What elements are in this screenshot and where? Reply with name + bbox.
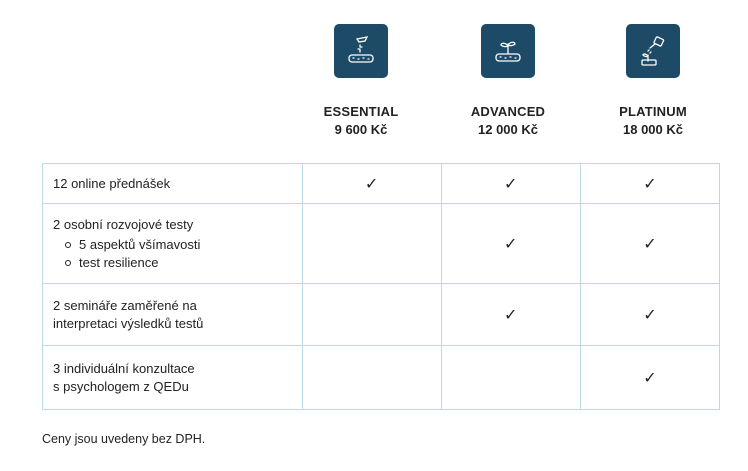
check-cell	[441, 284, 580, 346]
check-icon: ✓	[504, 306, 518, 324]
plan-platinum	[578, 20, 728, 137]
plan-essential	[286, 20, 436, 137]
plan-name: PLATINUM	[619, 104, 687, 119]
plan-name: ESSENTIAL	[323, 104, 399, 119]
check-icon: ✓	[364, 175, 379, 193]
plan-price: 12 000 Kč	[478, 122, 538, 137]
plan-advanced	[433, 20, 583, 137]
check-icon: ✓	[504, 235, 518, 253]
feature-label: s psychologem z QEDu	[53, 378, 189, 394]
plan-name: ADVANCED	[470, 104, 546, 119]
comparison-table	[42, 163, 720, 410]
feature-label: 2 semináře zaměřené na	[53, 297, 197, 313]
feature-label: 3 individuální konzultace	[53, 360, 195, 376]
table-row	[43, 346, 720, 410]
table-row	[43, 204, 720, 284]
check-icon: ✓	[643, 235, 657, 253]
check-icon: ✓	[643, 175, 657, 193]
check-cell	[580, 204, 719, 284]
feature-sub-list	[53, 236, 292, 272]
check-cell	[441, 164, 580, 204]
feature-label: 12 online přednášek	[53, 175, 171, 191]
table-row	[43, 284, 720, 346]
check-icon: ✓	[643, 306, 657, 324]
plan-header	[0, 20, 748, 160]
feature-label: interpretaci výsledků testů	[53, 315, 204, 331]
check-cell	[302, 284, 441, 346]
check-cell	[302, 204, 441, 284]
check-cell	[580, 284, 719, 346]
check-cell	[441, 204, 580, 284]
check-cell	[302, 346, 441, 410]
check-cell	[302, 164, 441, 204]
sprouting-seeds-icon	[334, 24, 388, 78]
feature-cell	[43, 164, 303, 204]
price-note: Ceny jsou uvedeny bez DPH.	[42, 432, 206, 446]
plan-price: 18 000 Kč	[623, 122, 683, 137]
feature-label: 2 osobní rozvojové testy	[53, 216, 194, 232]
check-icon: ✓	[643, 369, 657, 387]
feature-cell	[43, 284, 303, 346]
seedling-icon	[481, 24, 535, 78]
check-cell	[580, 346, 719, 410]
list-item: test resilience	[79, 254, 292, 272]
plan-price: 9 600 Kč	[334, 122, 388, 137]
check-icon: ✓	[504, 175, 518, 193]
watering-can-plant-icon	[626, 24, 680, 78]
list-item: 5 aspektů všímavosti	[79, 236, 292, 254]
feature-cell	[43, 204, 303, 284]
check-cell	[441, 346, 580, 410]
check-cell	[580, 164, 719, 204]
table-row	[43, 164, 720, 204]
feature-cell	[43, 346, 303, 410]
